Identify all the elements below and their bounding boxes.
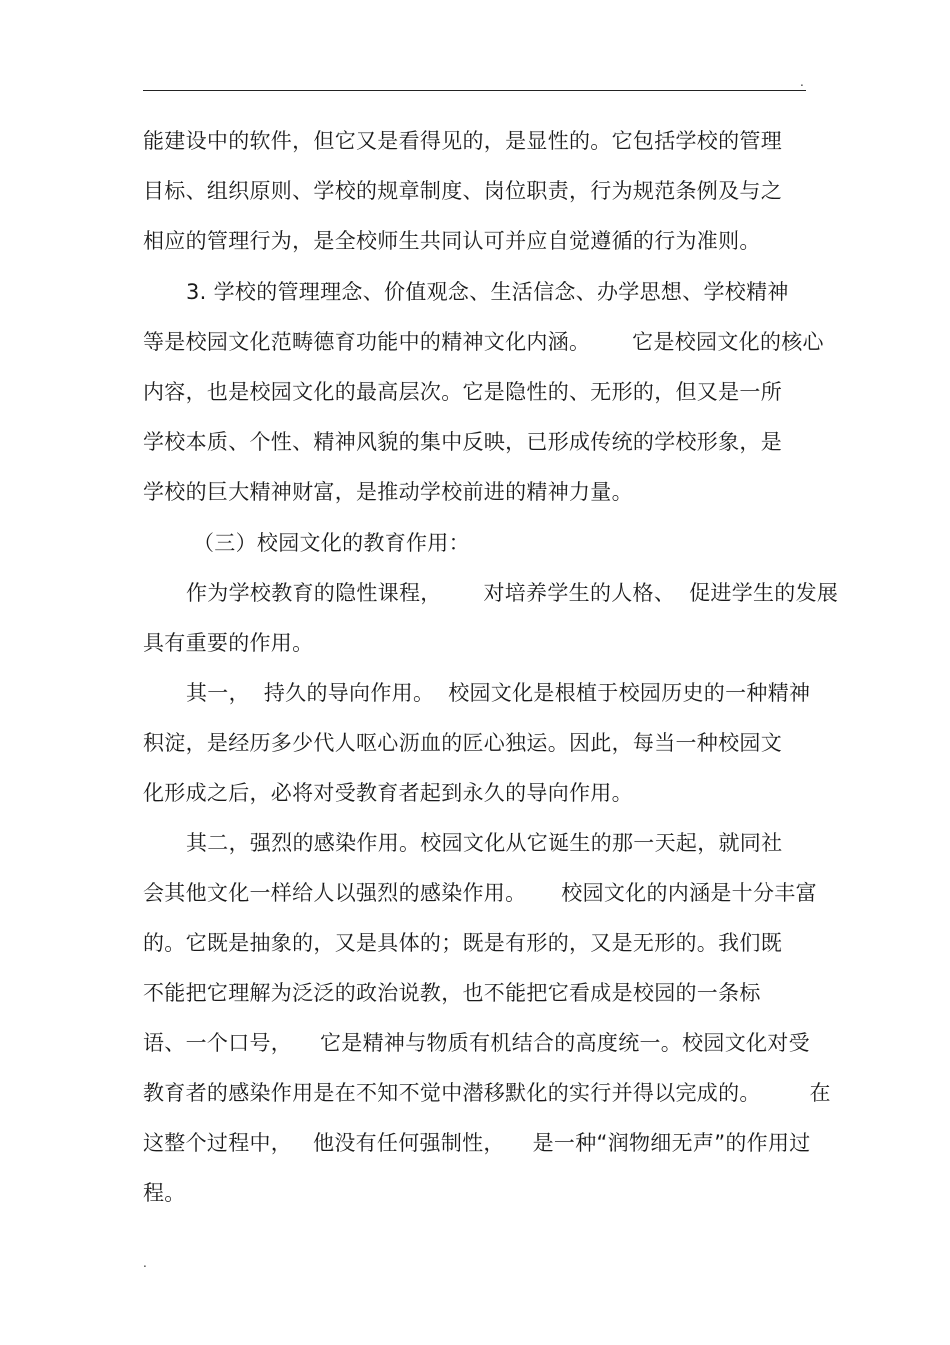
paragraph-line: 3. 学校的管理理念、价值观念、生活信念、办学思想、学校精神 bbox=[186, 280, 789, 304]
header-rule bbox=[143, 90, 806, 91]
paragraph-line: 学校本质、个性、精神风貌的集中反映，已形成传统的学校形象，是 bbox=[143, 430, 782, 454]
paragraph-line: 不能把它理解为泛泛的政治说教，也不能把它看成是校园的一条标 bbox=[143, 981, 761, 1005]
paragraph-line: 作为学校教育的隐性课程， 对培养学生的人格、 促进学生的发展 bbox=[186, 581, 839, 605]
paragraph-line: 相应的管理行为，是全校师生共同认可并应自觉遵循的行为准则。 bbox=[143, 229, 761, 253]
paragraph-line: 的。它既是抽象的，又是具体的；既是有形的，又是无形的。我们既 bbox=[143, 931, 782, 955]
paragraph-line: 这整个过程中， 他没有任何强制性， 是一种“润物细无声”的作用过 bbox=[143, 1131, 811, 1155]
paragraph-line: 其二，强烈的感染作用。校园文化从它诞生的那一天起，就同社 bbox=[186, 831, 783, 855]
paragraph-line: 语、一个口号， 它是精神与物质有机结合的高度统一。校园文化对受 bbox=[143, 1031, 810, 1055]
paragraph-line: 目标、组织原则、学校的规章制度、岗位职责，行为规范条例及与之 bbox=[143, 179, 782, 203]
section-heading: （三）校园文化的教育作用： bbox=[193, 531, 470, 555]
paragraph-line: 其一， 持久的导向作用。 校园文化是根植于校园历史的一种精神 bbox=[186, 681, 811, 705]
paragraph-line: 化形成之后，必将对受教育者起到永久的导向作用。 bbox=[143, 781, 633, 805]
paragraph-line: 程。 bbox=[143, 1181, 186, 1205]
paragraph-line: 具有重要的作用。 bbox=[143, 631, 314, 655]
paragraph-line: 教育者的感染作用是在不知不觉中潜移默化的实行并得以完成的。 在 bbox=[143, 1081, 831, 1105]
paragraph-line: 会其他文化一样给人以强烈的感染作用。 校园文化的内涵是十分丰富 bbox=[143, 881, 817, 905]
paragraph-line: 内容，也是校园文化的最高层次。它是隐性的、无形的，但又是一所 bbox=[143, 380, 782, 404]
paragraph-line: 学校的巨大精神财富，是推动学校前进的精神力量。 bbox=[143, 480, 633, 504]
paragraph-line: 等是校园文化范畴德育功能中的精神文化内涵。 它是校园文化的核心 bbox=[143, 330, 824, 354]
paragraph-line: 积淀，是经历多少代人呕心沥血的匠心独运。因此，每当一种校园文 bbox=[143, 731, 782, 755]
paragraph-line: 能建设中的软件，但它又是看得见的，是显性的。它包括学校的管理 bbox=[143, 129, 782, 153]
footer-dot: . bbox=[143, 1256, 147, 1270]
header-dot: . bbox=[800, 75, 804, 89]
